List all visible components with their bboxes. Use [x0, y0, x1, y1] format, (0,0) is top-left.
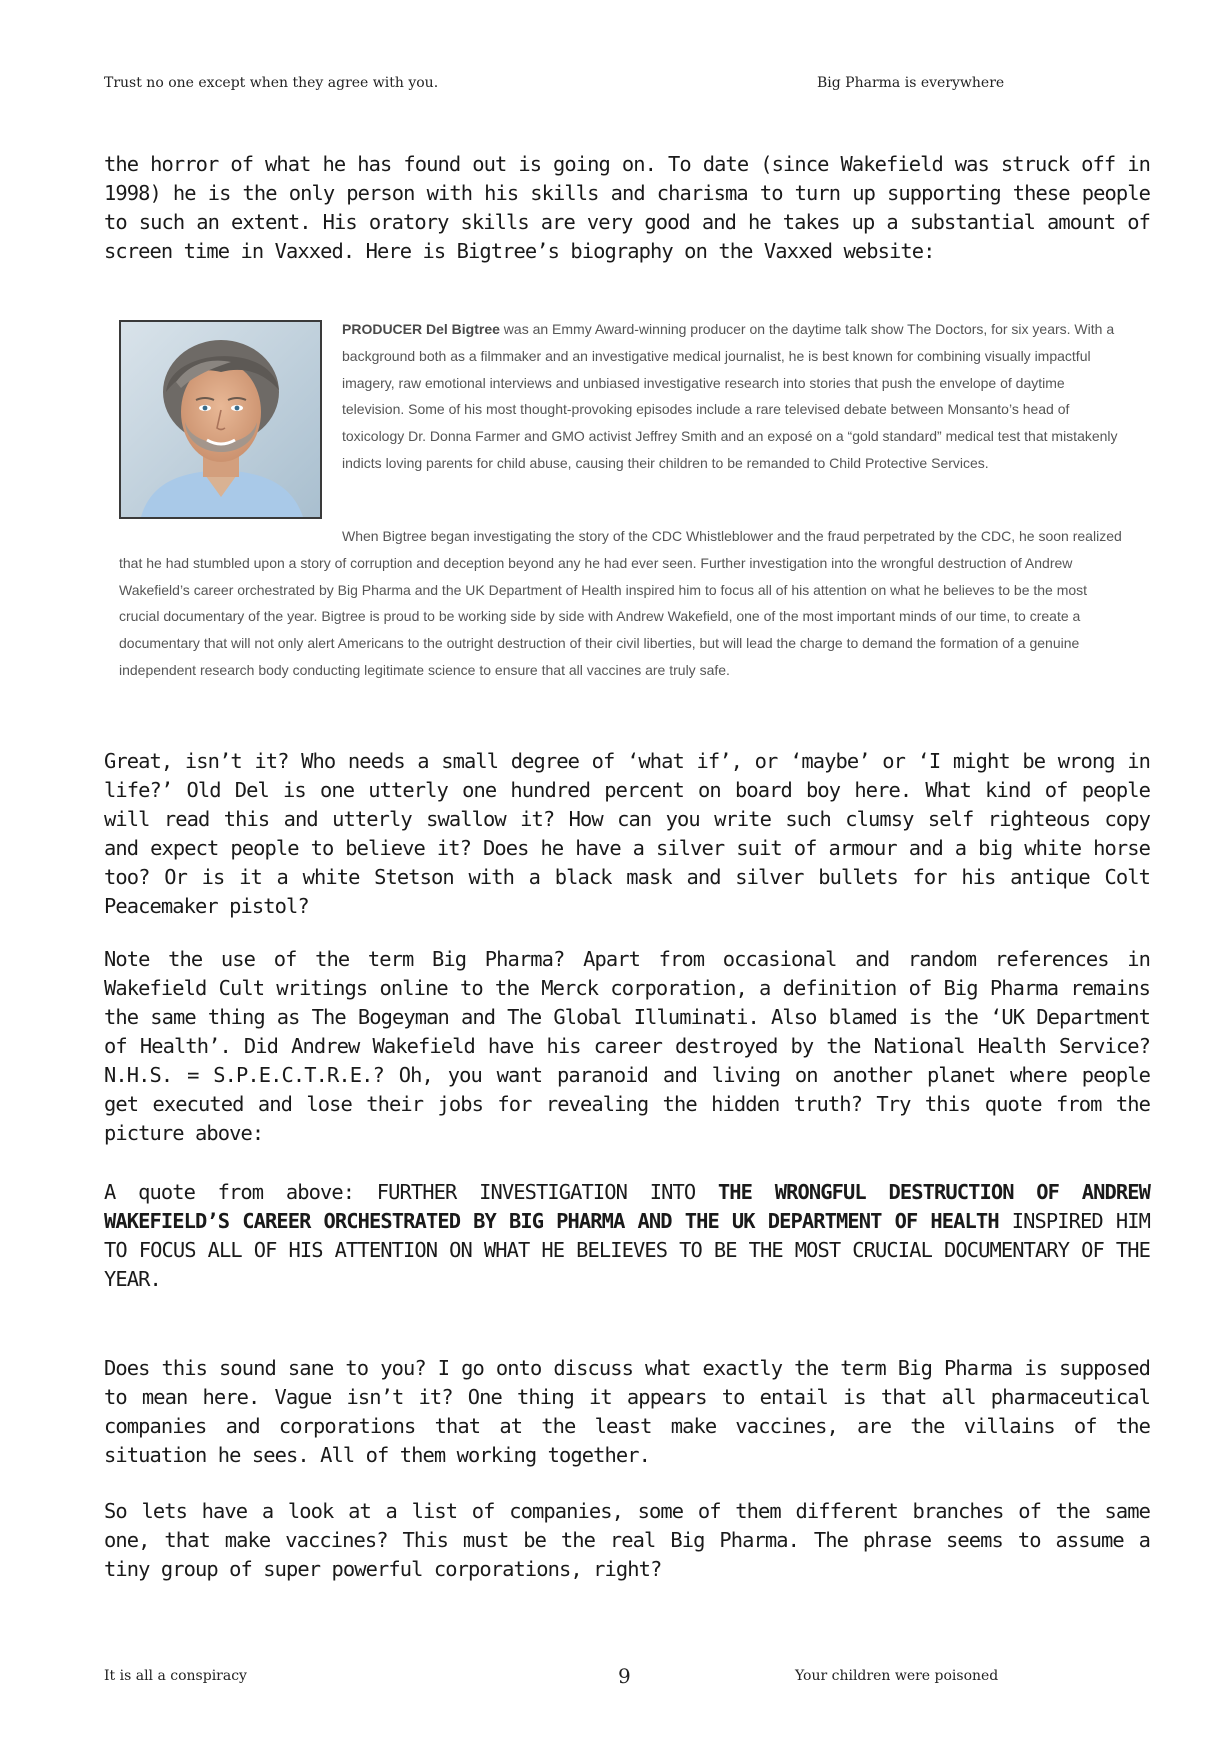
bio-paragraph-1-text: was an Emmy Award-winning producer on the daytime talk show The Doctors, for six years. With a background both as a filmmaker and an investigative medical journalist, he is best known for combining visually impactful imagery, raw emotional interviews and unbiased investigative research into stories that push the envelope of daytime television. Some of his most thought-provoking episodes include a rare televised debate between Monsanto’s head of toxicology Dr. Donna Farmer and GMO activist Jeffrey Smith and an exposé on a “gold standard” medical test that mistakenly indicts loving parents for child abuse, causing their children to be remanded to Child Protective Services. — [342, 321, 1118, 471]
header-right-text: Big Pharma is everywhere — [817, 75, 1005, 91]
paragraph-great-isnt-it: Great, isn’t it? Who needs a small degree of ‘what if’, or ‘maybe’ or ‘I might be wrong in life?’ Old Del is one utterly one hundred percent on board boy here. What kind of people will read this and utterly swallow it? How can you write such clumsy self righteous copy and expect people to believe it? Does he have a silver suit of armour and a big white horse too? Or is it a white Stetson with a black mask and silver bullets for his antique Colt Peacemaker pistol? — [104, 749, 1150, 918]
quote-emphasis: THE WRONGFUL DESTRUCTION OF ANDREW WAKEFIELD’S CAREER ORCHESTRATED BY BIG PHARMA AND THE UK DEPARTMENT OF HEALTH — [104, 1180, 1150, 1233]
quote-text-start: FURTHER INVESTIGATION INTO — [376, 1180, 718, 1204]
del-bigtree-photo — [119, 320, 322, 519]
quote-text-end: INSPIRED HIM TO FOCUS ALL OF HIS ATTENTION ON WHAT HE BELIEVES TO BE THE MOST CRUCIAL DOCUMENTARY OF THE YEAR. — [104, 1209, 1150, 1291]
footer-right-text: Your children were poisoned — [795, 1668, 999, 1684]
paragraph-quote — [104, 1178, 1150, 1294]
portrait-image — [121, 322, 320, 517]
paragraph-big-pharma-term: Note the use of the term Big Pharma? Apart from occasional and random references in Wakefield Cult writings online to the Merck corporation, a definition of Big Pharma remains the same thing as The Bogeyman and The Global Illuminati. Also blamed is the ‘UK Department of Health’. Did Andrew Wakefield have his career destroyed by the National Health Service? N.H.S. = S.P.E.C.T.R.E.? Oh, you want paranoid and living on another planet where people get executed and lose their jobs for revealing the hidden truth? Try this quote from the picture above: — [104, 947, 1150, 1145]
footer-left-text: It is all a conspiracy — [104, 1668, 247, 1684]
paragraph-company-list: So lets have a look at a list of companies, some of them different branches of the same one, that make vaccines? This must be the real Big Pharma. The phrase seems to assume a tiny group of super powerful corporations, right? — [104, 1499, 1150, 1581]
bio-lead: PRODUCER Del Bigtree — [342, 321, 500, 337]
bio-paragraph-1 — [342, 316, 1127, 477]
header-left-text: Trust no one except when they agree with you. — [104, 75, 439, 91]
paragraph-intro: the horror of what he has found out is going on. To date (since Wakefield was struck off in 1998) he is the only person with his skills and charisma to turn up supporting these people to such an extent. His oratory skills are very good and he takes up a substantial amount of screen time in Vaxxed. Here is Bigtree’s biography on the Vaxxed website: — [104, 152, 1150, 263]
quote-intro: A quote from above: — [104, 1180, 377, 1204]
paragraph-sane: Does this sound sane to you? I go onto discuss what exactly the term Big Pharma is supposed to mean here. Vague isn’t it? One thing it appears to entail is that all pharmaceutical companies and corporations that at the least make vaccines, are the villains of the situation he sees. All of them working together. — [104, 1356, 1150, 1467]
page-number: 9 — [618, 1664, 631, 1688]
bio-paragraph-2: When Bigtree began investigating the story of the CDC Whistleblower and the fraud perpetrated by the CDC, he soon realized that he had stumbled upon a story of corruption and deception beyond any he had ever seen. Further investigation into the wrongful destruction of Andrew Wakefield’s career orchestrated by Big Pharma and the UK Department of Health inspired him to focus all of his attention on what he believes to be the most crucial documentary of the year. Bigtree is proud to be working side by side with Andrew Wakefield, one of the most important minds of our time, to create a documentary that will not only alert Americans to the outright destruction of their civil liberties, but will lead the charge to demand the formation of a genuine independent research body conducting legitimate science to ensure that all vaccines are truly safe. — [119, 528, 1122, 678]
